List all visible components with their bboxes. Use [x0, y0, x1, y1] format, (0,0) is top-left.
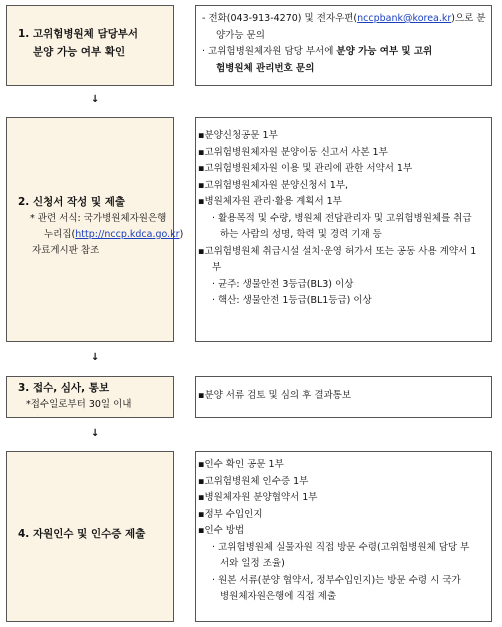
step-2-detail-line: ▪고위험병원체 취급시설 설치·운영 허가서 또는 공동 사용 계약서 1 — [198, 245, 477, 257]
step-2-detail-line: · 활용목적 및 수량, 병원체 전담관리자 및 고위험병원체를 취급 — [212, 212, 472, 224]
step-4-details — [195, 451, 492, 622]
step-1-detail-line: - 전화(043-913-4270) 및 전자우편(nccpbank@korea.kr)으로 분 — [202, 13, 486, 24]
step-2-details — [195, 117, 492, 342]
step-2-box — [6, 117, 184, 342]
step-2-detail-line: ▪고위험병원체자원 분양신청서 1부, — [198, 179, 349, 191]
step-3-box — [6, 376, 174, 418]
step-4-title: 4. 자원인수 및 인수증 제출 — [18, 528, 146, 540]
step-3-title: 3. 접수, 심사, 통보 — [18, 382, 110, 394]
step-2-detail-line: 부 — [212, 262, 222, 273]
step-1-details — [195, 5, 492, 86]
step-2-title: 2. 신청서 작성 및 제출 — [18, 196, 126, 208]
step-3-detail-line: ▪분양 서류 검토 및 심의 후 결과통보 — [198, 390, 352, 401]
step-2-detail-line: · 핵산: 생물안전 1등급(BL1등급) 이상 — [212, 295, 372, 306]
step-2-detail-line: ▪병원체자원 관리·활용 계획서 1부 — [198, 196, 342, 207]
step-2-note-line-2: 누리집(http://nccp.kdca.go.kr) — [44, 229, 184, 240]
step-1-detail-line: · 고위험병원체자원 담당 부서에 분양 가능 여부 및 고위 — [202, 46, 433, 57]
step-2-detail-line: ▪고위험병원체자원 이용 및 관리에 관한 서약서 1부 — [198, 163, 413, 174]
step-2-note-line-1: * 관련 서식: 국가병원체자원은행 — [30, 213, 167, 224]
step-4-detail-line: · 원본 서류(분양 협약서, 정부수입인지)는 방문 수령 시 국가 — [212, 574, 461, 586]
step-1-detail-line: 험병원체 관리번호 문의 — [216, 62, 315, 74]
step-4-detail-line: ▪고위험병원체 인수증 1부 — [198, 475, 309, 487]
step-1-title-line-1: 1. 고위험병원체 담당부서 — [18, 28, 139, 40]
step-4-box — [6, 451, 174, 622]
step-4-detail-line: ▪정부 수입인지 — [198, 508, 263, 520]
step-4-detail-line: 서와 일정 조율) — [220, 558, 285, 569]
step-3-note: *접수일로부터 30일 이내 — [26, 399, 132, 410]
step-3-details — [195, 376, 492, 418]
step-4-detail-line: ▪인수 확인 공문 1부 — [198, 459, 284, 470]
flow-arrow-1: ↓ — [91, 94, 100, 105]
nccp-website-link[interactable]: http://nccp.kdca.go.kr — [75, 229, 180, 240]
step-1-detail-line: 양가능 문의 — [216, 29, 265, 41]
step-4-detail-line: · 고위험병원체 실물자원 직접 방문 수령(고위험병원체 담당 부 — [212, 541, 470, 553]
step-1-title-line-2: 분양 가능 여부 확인 — [33, 46, 126, 58]
step-2-detail-line: ▪고위험병원체자원 분양이동 신고서 사본 1부 — [198, 146, 388, 158]
step-4-detail-line: ▪병원체자원 분양협약서 1부 — [198, 492, 318, 503]
step-1-box — [6, 5, 174, 86]
step-2-note-line-3: 자료게시판 참조 — [32, 245, 100, 256]
email-link[interactable]: nccpbank@korea.kr — [357, 13, 452, 24]
step-2-detail-line: · 균주: 생물안전 3등급(BL3) 이상 — [212, 278, 354, 290]
step-2-detail-line: 하는 사람의 성명, 학력 및 경력 기재 등 — [220, 229, 382, 240]
flow-arrow-2: ↓ — [91, 352, 100, 363]
step-4-detail-line: ▪인수 방법 — [198, 525, 245, 536]
step-4-detail-line: 병원체자원은행에 직접 제출 — [220, 591, 337, 602]
step-2-detail-line: ▪분양신청공문 1부 — [198, 130, 278, 141]
flow-arrow-3: ↓ — [91, 428, 100, 439]
